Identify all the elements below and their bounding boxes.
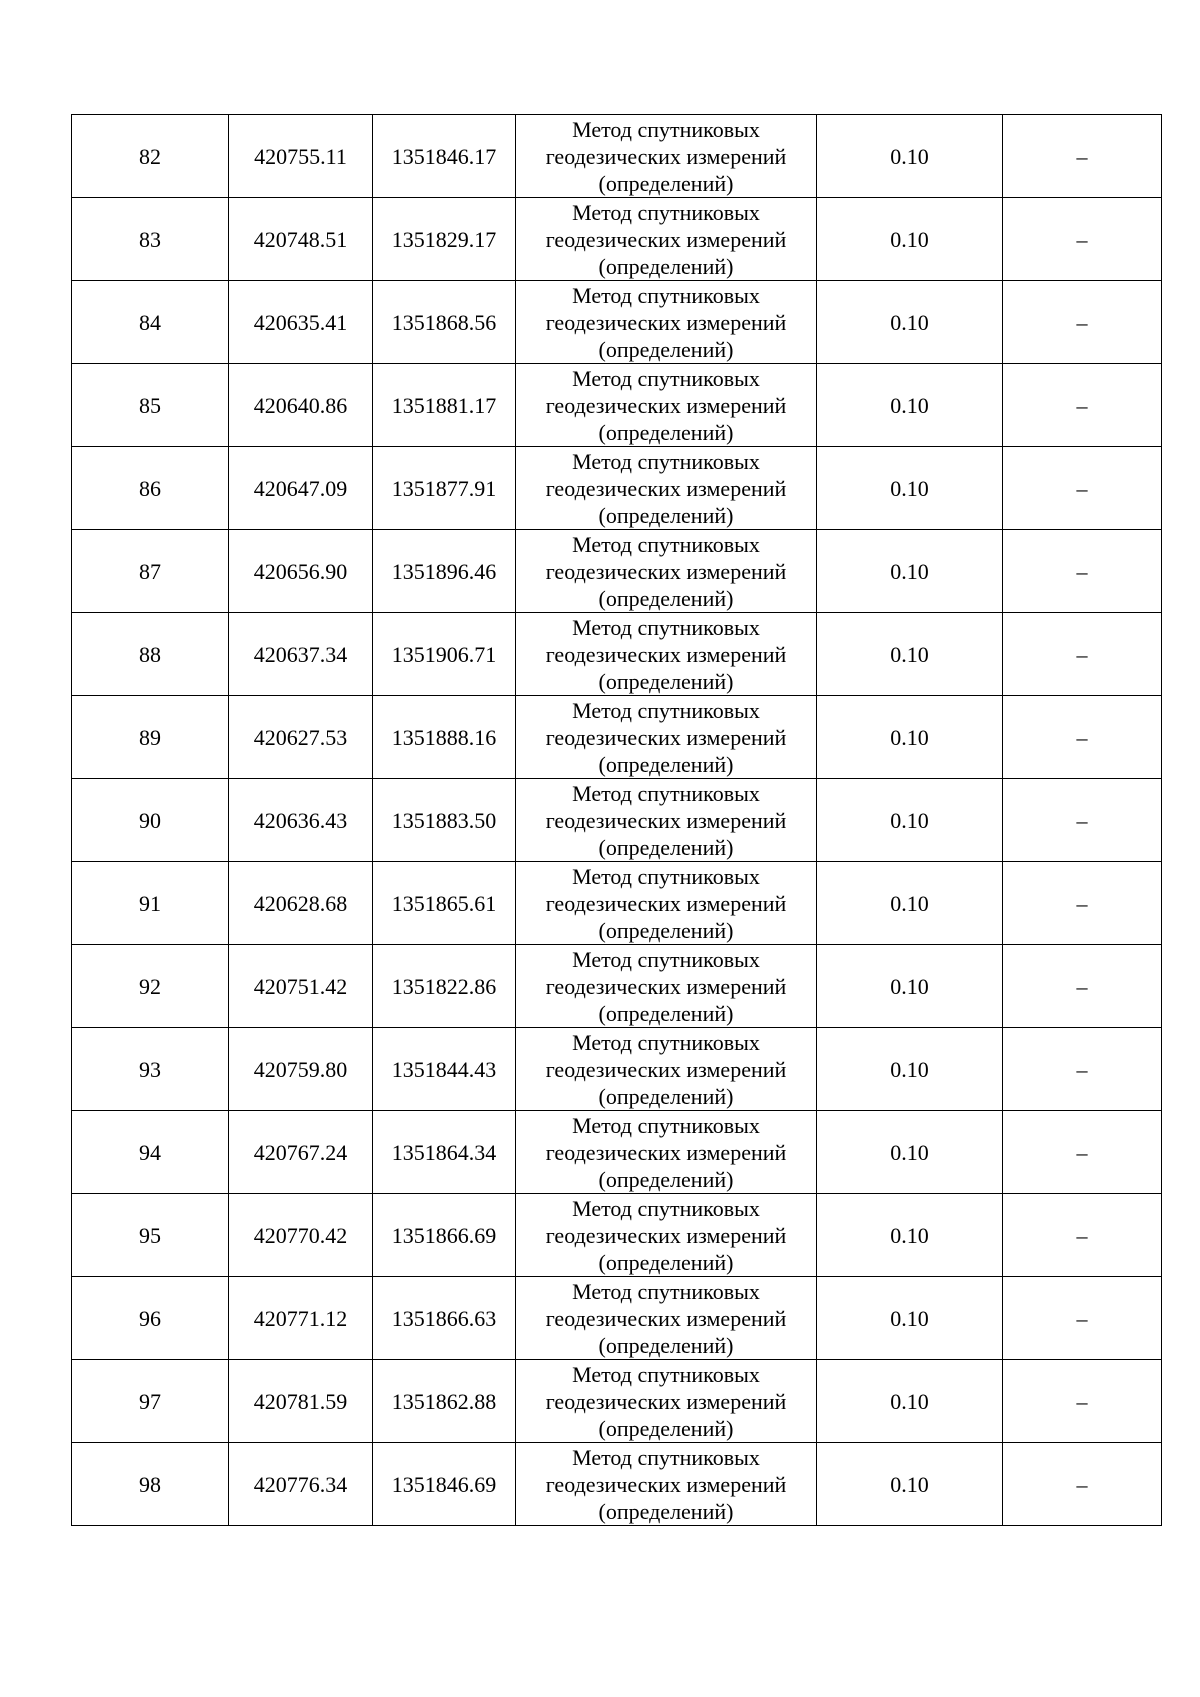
method-text-line: (определений) <box>598 253 734 279</box>
y-coordinate-cell: 1351846.69 <box>373 1443 516 1526</box>
method-cell <box>516 696 817 779</box>
x-coordinate-cell: 420640.86 <box>229 364 373 447</box>
method-text-line: (определений) <box>598 585 734 611</box>
description-cell: – <box>1003 779 1162 862</box>
x-coordinate-cell: 420767.24 <box>229 1111 373 1194</box>
method-cell <box>516 862 817 945</box>
x-coordinate-cell: 420748.51 <box>229 198 373 281</box>
description-cell: – <box>1003 530 1162 613</box>
table-row <box>72 447 1162 530</box>
x-coordinate-cell: 420771.12 <box>229 1277 373 1360</box>
method-text-line: геодезических измерений <box>545 1388 787 1414</box>
method-text-line: (определений) <box>598 502 734 528</box>
description-cell: – <box>1003 696 1162 779</box>
accuracy-cell: 0.10 <box>817 1111 1003 1194</box>
method-text-line: Метод спутниковых <box>572 199 760 225</box>
method-cell <box>516 1111 817 1194</box>
method-text-line: Метод спутниковых <box>572 614 760 640</box>
method-text-line: (определений) <box>598 419 734 445</box>
table-row <box>72 862 1162 945</box>
method-text-line: геодезических измерений <box>545 1056 787 1082</box>
method-text-line: (определений) <box>598 1249 734 1275</box>
y-coordinate-cell: 1351829.17 <box>373 198 516 281</box>
point-number-cell: 98 <box>72 1443 229 1526</box>
x-coordinate-cell: 420755.11 <box>229 115 373 198</box>
y-coordinate-cell: 1351822.86 <box>373 945 516 1028</box>
description-cell: – <box>1003 281 1162 364</box>
method-text-line: (определений) <box>598 1498 734 1524</box>
accuracy-cell: 0.10 <box>817 1360 1003 1443</box>
method-text-line: геодезических измерений <box>545 1471 787 1497</box>
description-cell: – <box>1003 862 1162 945</box>
description-cell: – <box>1003 1360 1162 1443</box>
method-text-line: геодезических измерений <box>545 1305 787 1331</box>
method-cell <box>516 613 817 696</box>
x-coordinate-cell: 420635.41 <box>229 281 373 364</box>
description-cell: – <box>1003 447 1162 530</box>
method-cell <box>516 1028 817 1111</box>
accuracy-cell: 0.10 <box>817 696 1003 779</box>
y-coordinate-cell: 1351868.56 <box>373 281 516 364</box>
point-number-cell: 97 <box>72 1360 229 1443</box>
description-cell: – <box>1003 1194 1162 1277</box>
table-row <box>72 281 1162 364</box>
y-coordinate-cell: 1351877.91 <box>373 447 516 530</box>
x-coordinate-cell: 420781.59 <box>229 1360 373 1443</box>
point-number-cell: 92 <box>72 945 229 1028</box>
y-coordinate-cell: 1351896.46 <box>373 530 516 613</box>
table-row <box>72 696 1162 779</box>
x-coordinate-cell: 420647.09 <box>229 447 373 530</box>
method-text-line: (определений) <box>598 170 734 196</box>
point-number-cell: 83 <box>72 198 229 281</box>
accuracy-cell: 0.10 <box>817 945 1003 1028</box>
method-text-line: геодезических измерений <box>545 1222 787 1248</box>
y-coordinate-cell: 1351846.17 <box>373 115 516 198</box>
y-coordinate-cell: 1351864.34 <box>373 1111 516 1194</box>
accuracy-cell: 0.10 <box>817 862 1003 945</box>
method-text-line: Метод спутниковых <box>572 1361 760 1387</box>
method-text-line: Метод спутниковых <box>572 1195 760 1221</box>
table-row <box>72 364 1162 447</box>
description-cell: – <box>1003 364 1162 447</box>
method-cell <box>516 945 817 1028</box>
description-cell: – <box>1003 1277 1162 1360</box>
table-row <box>72 1194 1162 1277</box>
y-coordinate-cell: 1351906.71 <box>373 613 516 696</box>
method-text-line: геодезических измерений <box>545 807 787 833</box>
method-text-line: геодезических измерений <box>545 475 787 501</box>
description-cell: – <box>1003 1111 1162 1194</box>
method-cell <box>516 1443 817 1526</box>
method-cell <box>516 530 817 613</box>
accuracy-cell: 0.10 <box>817 198 1003 281</box>
method-text-line: (определений) <box>598 1000 734 1026</box>
point-number-cell: 85 <box>72 364 229 447</box>
method-text-line: (определений) <box>598 336 734 362</box>
x-coordinate-cell: 420776.34 <box>229 1443 373 1526</box>
table-row <box>72 1443 1162 1526</box>
y-coordinate-cell: 1351883.50 <box>373 779 516 862</box>
method-text-line: Метод спутниковых <box>572 1444 760 1470</box>
method-text-line: геодезических измерений <box>545 392 787 418</box>
table-row <box>72 1277 1162 1360</box>
x-coordinate-cell: 420656.90 <box>229 530 373 613</box>
method-text-line: (определений) <box>598 834 734 860</box>
table-row <box>72 1360 1162 1443</box>
point-number-cell: 93 <box>72 1028 229 1111</box>
method-text-line: геодезических измерений <box>545 309 787 335</box>
description-cell: – <box>1003 1443 1162 1526</box>
y-coordinate-cell: 1351866.63 <box>373 1277 516 1360</box>
accuracy-cell: 0.10 <box>817 779 1003 862</box>
table-row <box>72 779 1162 862</box>
method-text-line: геодезических измерений <box>545 724 787 750</box>
method-text-line: (определений) <box>598 1166 734 1192</box>
accuracy-cell: 0.10 <box>817 115 1003 198</box>
method-text-line: Метод спутниковых <box>572 448 760 474</box>
method-text-line: (определений) <box>598 668 734 694</box>
y-coordinate-cell: 1351862.88 <box>373 1360 516 1443</box>
x-coordinate-cell: 420770.42 <box>229 1194 373 1277</box>
method-text-line: Метод спутниковых <box>572 1278 760 1304</box>
method-text-line: Метод спутниковых <box>572 1112 760 1138</box>
accuracy-cell: 0.10 <box>817 530 1003 613</box>
method-text-line: геодезических измерений <box>545 641 787 667</box>
point-number-cell: 84 <box>72 281 229 364</box>
accuracy-cell: 0.10 <box>817 1194 1003 1277</box>
method-text-line: геодезических измерений <box>545 226 787 252</box>
table-row <box>72 115 1162 198</box>
point-number-cell: 94 <box>72 1111 229 1194</box>
description-cell: – <box>1003 1028 1162 1111</box>
point-number-cell: 95 <box>72 1194 229 1277</box>
table-row <box>72 1111 1162 1194</box>
x-coordinate-cell: 420637.34 <box>229 613 373 696</box>
method-text-line: Метод спутниковых <box>572 282 760 308</box>
method-text-line: Метод спутниковых <box>572 1029 760 1055</box>
table-row <box>72 945 1162 1028</box>
method-text-line: Метод спутниковых <box>572 946 760 972</box>
y-coordinate-cell: 1351866.69 <box>373 1194 516 1277</box>
point-number-cell: 96 <box>72 1277 229 1360</box>
table-row <box>72 1028 1162 1111</box>
coordinates-table <box>71 114 1162 1526</box>
point-number-cell: 90 <box>72 779 229 862</box>
point-number-cell: 88 <box>72 613 229 696</box>
point-number-cell: 82 <box>72 115 229 198</box>
method-text-line: (определений) <box>598 1415 734 1441</box>
description-cell: – <box>1003 613 1162 696</box>
point-number-cell: 87 <box>72 530 229 613</box>
accuracy-cell: 0.10 <box>817 281 1003 364</box>
description-cell: – <box>1003 945 1162 1028</box>
y-coordinate-cell: 1351881.17 <box>373 364 516 447</box>
method-cell <box>516 115 817 198</box>
accuracy-cell: 0.10 <box>817 1277 1003 1360</box>
method-cell <box>516 1194 817 1277</box>
description-cell: – <box>1003 198 1162 281</box>
method-text-line: Метод спутниковых <box>572 697 760 723</box>
method-text-line: (определений) <box>598 917 734 943</box>
method-text-line: (определений) <box>598 1083 734 1109</box>
method-cell <box>516 447 817 530</box>
method-text-line: геодезических измерений <box>545 973 787 999</box>
method-text-line: (определений) <box>598 751 734 777</box>
table-row <box>72 198 1162 281</box>
x-coordinate-cell: 420636.43 <box>229 779 373 862</box>
method-text-line: геодезических измерений <box>545 143 787 169</box>
y-coordinate-cell: 1351888.16 <box>373 696 516 779</box>
accuracy-cell: 0.10 <box>817 364 1003 447</box>
accuracy-cell: 0.10 <box>817 1443 1003 1526</box>
point-number-cell: 86 <box>72 447 229 530</box>
table-row <box>72 530 1162 613</box>
y-coordinate-cell: 1351844.43 <box>373 1028 516 1111</box>
x-coordinate-cell: 420628.68 <box>229 862 373 945</box>
point-number-cell: 91 <box>72 862 229 945</box>
method-text-line: Метод спутниковых <box>572 531 760 557</box>
y-coordinate-cell: 1351865.61 <box>373 862 516 945</box>
x-coordinate-cell: 420627.53 <box>229 696 373 779</box>
method-text-line: (определений) <box>598 1332 734 1358</box>
method-text-line: Метод спутниковых <box>572 365 760 391</box>
x-coordinate-cell: 420751.42 <box>229 945 373 1028</box>
method-text-line: Метод спутниковых <box>572 863 760 889</box>
accuracy-cell: 0.10 <box>817 447 1003 530</box>
point-number-cell: 89 <box>72 696 229 779</box>
method-text-line: Метод спутниковых <box>572 116 760 142</box>
method-text-line: геодезических измерений <box>545 890 787 916</box>
accuracy-cell: 0.10 <box>817 1028 1003 1111</box>
method-cell <box>516 1360 817 1443</box>
method-text-line: геодезических измерений <box>545 558 787 584</box>
method-cell <box>516 779 817 862</box>
method-cell <box>516 198 817 281</box>
method-text-line: геодезических измерений <box>545 1139 787 1165</box>
method-cell <box>516 1277 817 1360</box>
method-cell <box>516 364 817 447</box>
description-cell: – <box>1003 115 1162 198</box>
coordinates-table-body <box>72 115 1162 1526</box>
x-coordinate-cell: 420759.80 <box>229 1028 373 1111</box>
table-row <box>72 613 1162 696</box>
method-cell <box>516 281 817 364</box>
method-text-line: Метод спутниковых <box>572 780 760 806</box>
accuracy-cell: 0.10 <box>817 613 1003 696</box>
